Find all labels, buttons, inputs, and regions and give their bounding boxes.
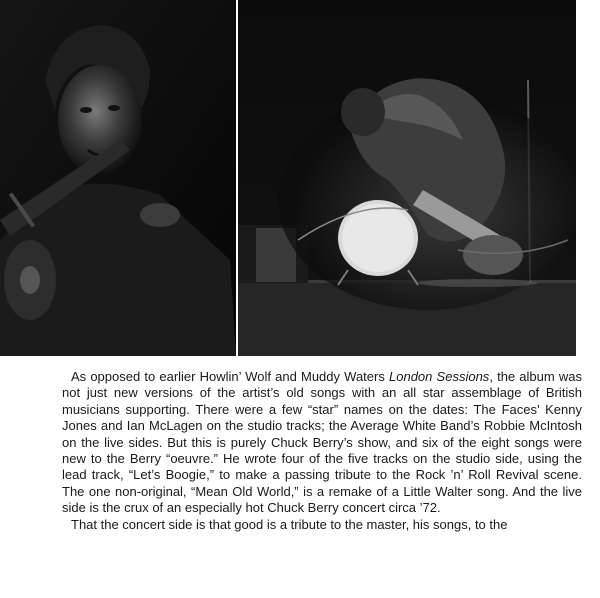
portrait-photo [0, 0, 236, 356]
paragraph-2: That the concert side is that good is a tribute to the master, his songs, to the [71, 516, 508, 532]
album-title: London Sessions [389, 369, 490, 384]
concert-photo [238, 0, 576, 356]
paragraph-1: As opposed to earlier Howlin’ Wolf and Muddy Waters London Sessions, the album was not just new versions of the artist’s old songs with an all star assemblage of British musicians supporting. There were a few “star” names on the dates: The Faces’ Kenny Jones and Ian McLagen on the studio tracks; the Average White Band’s Robbie McIntosh on the live sides. But this is purely Chuck Berry’s show, and six of the eight songs were new to the Berry “oeuvre.” He wrote four of the five tracks on the studio side, using the lead track, “Let’s Boogie,” to make a passing tribute to the Rock ’n’ Roll Revival scene. The one non-original, “Mean Old World,” is a remake of a Little Walter song. And the live side is the crux of an especially hot Chuck Berry concert circa ’72. [62, 369, 582, 516]
article-text [62, 369, 582, 533]
concert-photo-icon [238, 0, 576, 356]
portrait-photo-icon [0, 0, 236, 356]
